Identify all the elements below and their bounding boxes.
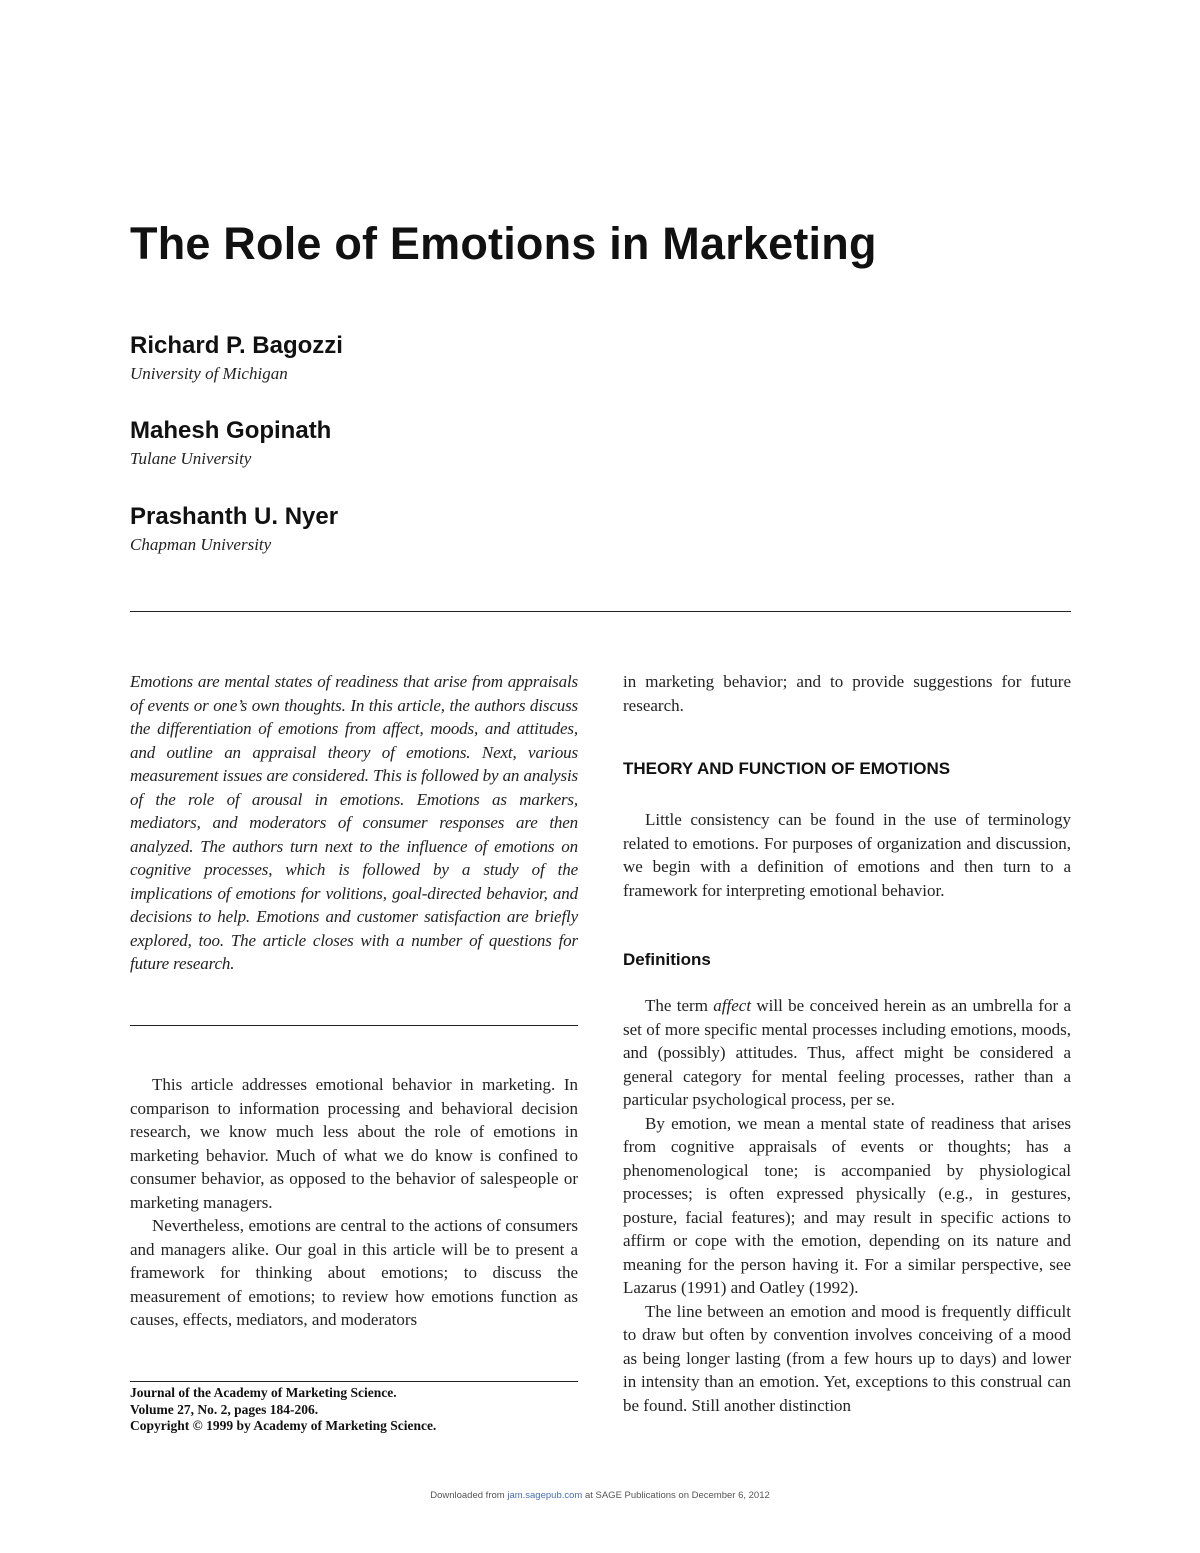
footer-suffix: at SAGE Publications on December 6, 2012 [582,1490,770,1501]
author-block-3 [130,502,338,558]
section-heading: THEORY AND FUNCTION OF EMOTIONS [623,759,951,778]
author-name: Mahesh Gopinath [130,417,332,444]
section-paragraph: Little consistency can be found in the use of terminology related to emotions. For purposes of organization and discussion, we begin with a definition of emotions and then turn to a framework for interpreting emotional behavior. [623,810,1071,900]
footer-link[interactable]: jam.sagepub.com [507,1490,583,1501]
author-affiliation: Tulane University [130,449,252,468]
header-divider [130,611,1071,612]
journal-info [130,1385,578,1435]
author-block-1 [130,331,343,387]
footer-prefix: Downloaded from [430,1490,508,1501]
journal-divider [130,1381,578,1382]
download-footer [0,1490,1200,1501]
definitions-text [623,994,1071,1417]
definitions-paragraph: By emotion, we mean a mental state of readiness that arises from cognitive appraisals of events or thoughts; has a phenomenological tone; is accompanied by physiological processes; is often expressed physically (e.g., in gestures, posture, facial features); and may result in specific actions to affirm or cope with the emotion, depending on its nature and meaning for the person having it. For a similar perspective, see Lazarus (1991) and Oatley (1992). [623,1113,1071,1297]
journal-name: Journal of the Academy of Marketing Science. [130,1385,397,1400]
definitions-paragraph: The line between an emotion and mood is frequently difficult to draw but often by convention involves conceiving of a mood as being longer lasting (from a few hours up to days) and lower in intensity than an emotion. Yet, exceptions to this construal can be found. Still another distinction [623,1301,1071,1415]
journal-copyright: Copyright © 1999 by Academy of Marketing Science. [130,1418,437,1433]
term-affect: affect [713,996,752,1015]
author-affiliation: Chapman University [130,535,272,554]
intro-continued: in marketing behavior; and to provide suggestions for future research. [623,672,1071,715]
introduction [130,1073,578,1332]
author-affiliation: University of Michigan [130,364,288,383]
definitions-paragraph [623,994,1071,1112]
abstract-divider [130,1025,578,1026]
author-name: Richard P. Bagozzi [130,332,343,359]
article-title: The Role of Emotions in Marketing [130,218,877,269]
journal-volume: Volume 27, No. 2, pages 184-206. [130,1401,319,1417]
subsection-heading: Definitions [623,950,711,969]
definitions-text-start: The term [645,996,714,1015]
definitions-text-end: will be conceived herein as an umbrella for a set of more specific mental processes including emotions, moods, and (possibly) attitudes. Thus, affect might be considered a general category for mental feeling processes, rather than a particular psychological process, per se. [623,996,1071,1109]
author-name: Prashanth U. Nyer [130,503,339,530]
author-block-2 [130,416,331,472]
intro-paragraph: This article addresses emotional behavior in marketing. In comparison to information processing and behavioral decision research, we know much less about the role of emotions in marketing behavior. Much of what we do know is confined to consumer behavior, as opposed to the behavior of salespeople or marketing managers. [130,1075,578,1212]
abstract: Emotions are mental states of readiness that arise from appraisals of events or one’s own thoughts. In this article, the authors discuss the differentiation of emotions from affect, moods, and attitudes, and outline an appraisal theory of emotions. Next, various measurement issues are considered. This is followed by an analysis of the role of arousal in emotions. Emotions as markers, mediators, and moderators of consumer responses are then analyzed. The authors turn next to the influence of emotions on cognitive processes, which is followed by a study of the implications of emotions for volitions, goal-directed behavior, and decisions to help. Emotions and customer satisfaction are briefly explored, too. The article closes with a number of questions for future research. [130,672,578,973]
intro-paragraph: Nevertheless, emotions are central to the actions of consumers and managers alike. Our goal in this article will be to present a framework for thinking about emotions; to discuss the measurement of emotions; to review how emotions function as causes, effects, mediators, and moderators [130,1216,578,1329]
